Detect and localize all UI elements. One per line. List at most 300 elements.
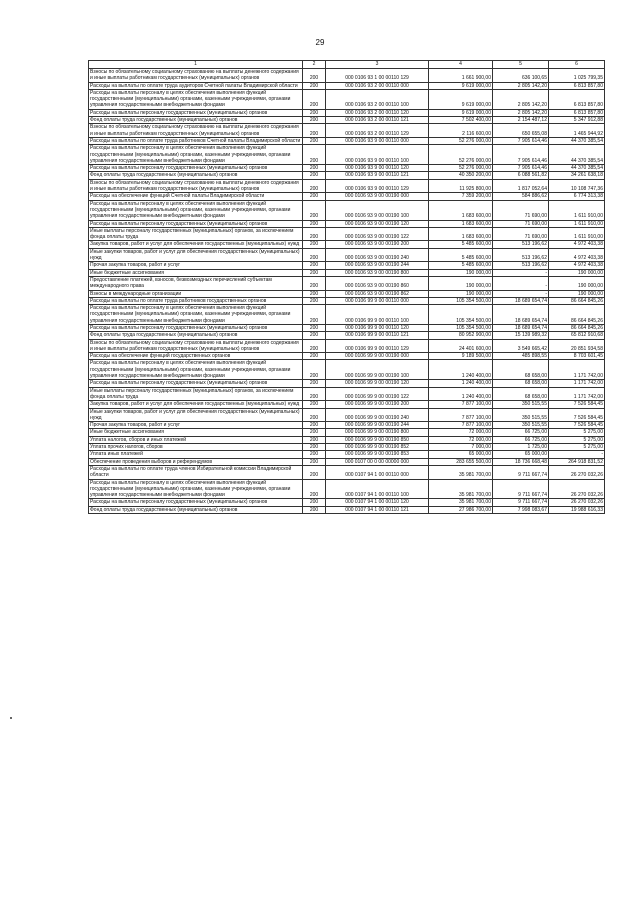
table-row [89,451,605,458]
row-description: Расходы на выплаты по оплате труда работников Счетной палаты Владимирской области [89,137,303,144]
row-budget-classification: 000 0106 93 2 00 00110 100 [326,89,429,109]
row-code: 200 [303,339,326,353]
table-row [89,200,605,220]
row-approved: 190 000,00 [429,269,493,276]
row-description: Расходы на обеспечение функций Счетной палаты Владимирской области [89,193,303,200]
row-budget-classification: 000 0107 00 0 00 00000 000 [326,458,429,465]
row-budget-classification: 000 0106 93 2 00 00110 000 [326,82,429,89]
row-remaining: - [549,451,605,458]
row-code: 200 [303,408,326,422]
row-description: Фонд оплаты труда государственных (муниципальных) органов [89,332,303,339]
row-executed: 7 905 614,46 [493,165,549,172]
table-row [89,145,605,165]
row-description: Расходы на выплаты персоналу в целях обеспечения выполнения функций государственными (муниципальными) органами, казенными учреждениями, органами управления государственными внебюджетными фондами [89,360,303,380]
row-remaining: 20 851 934,58 [549,339,605,353]
row-executed: 1 817 052,64 [493,179,549,193]
row-code: 200 [303,360,326,380]
table-row [89,269,605,276]
row-description: Иные бюджетные ассигнования [89,269,303,276]
row-code: 200 [303,332,326,339]
row-description: Фонд оплаты труда государственных (муниципальных) органов [89,117,303,124]
row-remaining: 7 526 584,45 [549,422,605,429]
table-row [89,137,605,144]
row-executed: 485 898,55 [493,353,549,360]
row-budget-classification: 000 0106 99 9 00 00190 850 [326,436,429,443]
row-executed: 2 805 142,20 [493,89,549,109]
table-row [89,262,605,269]
row-budget-classification: 000 0106 93 9 00 00190 244 [326,262,429,269]
row-description: Расходы на выплаты персоналу в целях обеспечения выполнения функций государственными (муниципальными) органами, казенными учреждениями, органами управления государственными внебюджетными фондами [89,305,303,325]
table-row [89,69,605,83]
row-executed: 71 690,00 [493,200,549,220]
row-executed: 65 000,00 [493,451,549,458]
row-budget-classification: 000 0106 99 9 00 00110 121 [326,332,429,339]
row-code: 200 [303,227,326,241]
row-executed: 350 515,55 [493,401,549,408]
row-executed: 9 711 667,74 [493,499,549,506]
row-remaining: 7 526 584,45 [549,401,605,408]
row-approved: 35 981 700,00 [429,479,493,499]
row-description: Расходы на выплаты персоналу в целях обеспечения выполнения функций государственными (муниципальными) органами, казенными учреждениями, органами управления государственными внебюджетными фондами [89,479,303,499]
row-code: 200 [303,82,326,89]
row-approved: 105 354 500,00 [429,305,493,325]
row-remaining: 4 972 403,38 [549,248,605,262]
row-remaining: 5 275,00 [549,429,605,436]
row-remaining: 5 347 912,88 [549,117,605,124]
row-description: Расходы на выплаты персоналу в целях обеспечения выполнения функций государственными (муниципальными) органами, казенными учреждениями, органами управления государственными внебюджетными фондами [89,200,303,220]
row-executed: 68 658,00 [493,380,549,387]
row-budget-classification: 000 0106 99 9 00 00110 100 [326,305,429,325]
row-remaining: 6 813 857,80 [549,82,605,89]
row-executed: 3 549 665,42 [493,339,549,353]
row-remaining: 264 918 831,52 [549,458,605,465]
row-executed: 6 088 561,82 [493,172,549,179]
row-executed: 71 690,00 [493,220,549,227]
row-budget-classification: 000 0106 99 9 00 00190 853 [326,451,429,458]
header-cell: 6 [549,61,605,69]
row-budget-classification: 000 0106 93 9 00 00190 862 [326,290,429,297]
header-cell: 2 [303,61,326,69]
row-code: 200 [303,444,326,451]
row-budget-classification: 000 0106 99 9 00 00190 120 [326,380,429,387]
row-executed: 584 886,62 [493,193,549,200]
row-code: 200 [303,124,326,138]
row-remaining: 26 270 032,26 [549,465,605,479]
row-executed: 18 689 654,74 [493,297,549,304]
table-row [89,297,605,304]
row-executed: 2 154 487,12 [493,117,549,124]
row-description: Расходы на выплаты по оплате труда аудиторов Счетной палаты Владимирской области [89,82,303,89]
header-cell: 5 [493,61,549,69]
row-description: Уплата прочих налогов, сборов [89,444,303,451]
table-row [89,124,605,138]
row-approved: 80 952 900,00 [429,332,493,339]
row-executed: 513 196,62 [493,241,549,248]
row-approved: 190 000,00 [429,276,493,290]
row-description: Расходы на выплаты персоналу государственных (муниципальных) органов [89,499,303,506]
row-remaining: 44 370 385,54 [549,165,605,172]
row-executed: 9 711 667,74 [493,465,549,479]
row-description: Расходы на обеспечение функций государственных органов [89,353,303,360]
row-approved: 7 502 400,00 [429,117,493,124]
row-budget-classification: 000 0106 93 9 00 00190 122 [326,227,429,241]
row-code: 200 [303,220,326,227]
row-code: 200 [303,387,326,401]
row-code: 200 [303,248,326,262]
row-approved: 105 354 500,00 [429,297,493,304]
row-approved: 1 683 600,00 [429,220,493,227]
row-approved: 65 000,00 [429,451,493,458]
row-executed: 18 689 654,74 [493,324,549,331]
row-approved: 9 619 000,00 [429,89,493,109]
row-remaining: 86 664 845,26 [549,305,605,325]
row-remaining: 26 270 032,26 [549,499,605,506]
row-executed: 2 805 142,20 [493,109,549,116]
row-approved: 9 619 000,00 [429,82,493,89]
row-remaining: 26 270 032,26 [549,479,605,499]
table-row [89,465,605,479]
row-budget-classification: 000 0106 99 9 00 00190 240 [326,408,429,422]
row-description: Расходы на выплаты по оплате труда членов Избирательной комиссии Владимирской области [89,465,303,479]
row-approved: 105 354 500,00 [429,324,493,331]
row-code: 200 [303,499,326,506]
row-remaining: 1 611 910,00 [549,200,605,220]
row-approved: 9 189 500,00 [429,353,493,360]
scan-speck [10,717,12,719]
row-budget-classification: 000 0106 93 9 00 00190 100 [326,200,429,220]
row-description: Иные выплаты персоналу государственных (муниципальных) органов, за исключением фонда оплаты труда [89,387,303,401]
table-row [89,165,605,172]
row-budget-classification: 000 0106 93 2 00 00110 120 [326,109,429,116]
row-code: 200 [303,117,326,124]
row-budget-classification: 000 0106 99 9 00 00110 000 [326,297,429,304]
row-executed: 2 805 142,20 [493,82,549,89]
row-approved: 1 661 900,00 [429,69,493,83]
row-code: 200 [303,305,326,325]
table-row [89,387,605,401]
row-code: 200 [303,380,326,387]
row-budget-classification: 000 0106 93 9 00 00190 800 [326,269,429,276]
row-description: Взносы по обязательному социальному страхованию на выплаты денежного содержания и иные выплаты работникам государственных (муниципальных) органов [89,69,303,83]
row-description: Взносы по обязательному социальному страхованию на выплаты денежного содержания и иные выплаты работникам государственных (муниципальных) органов [89,124,303,138]
row-remaining: 6 813 857,80 [549,89,605,109]
row-description: Взносы в международные организации [89,290,303,297]
row-remaining: 34 261 638,18 [549,172,605,179]
row-executed: 68 658,00 [493,387,549,401]
table-row [89,408,605,422]
row-approved: 1 240 400,00 [429,387,493,401]
table-row [89,82,605,89]
row-code: 200 [303,353,326,360]
row-code: 200 [303,200,326,220]
row-description: Закупка товаров, работ и услуг для обеспечения государственных (муниципальных) нужд [89,241,303,248]
row-approved: 40 350 200,00 [429,172,493,179]
row-approved: 52 276 000,00 [429,137,493,144]
row-description: Обеспечение проведения выборов и референдумов [89,458,303,465]
row-budget-classification: 000 0106 93 9 00 00110 100 [326,145,429,165]
row-description: Иные закупки товаров, работ и услуг для обеспечения государственных (муниципальных) нужд [89,408,303,422]
table-row [89,429,605,436]
row-description: Взносы по обязательному социальному страхованию на выплаты денежного содержания и иные выплаты работникам государственных (муниципальных) органов [89,339,303,353]
row-remaining: 1 171 742,00 [549,380,605,387]
row-approved: 7 877 100,00 [429,422,493,429]
row-budget-classification: 000 0106 93 9 00 00190 860 [326,276,429,290]
row-budget-classification: 000 0106 99 9 00 00190 100 [326,360,429,380]
row-executed: 71 690,00 [493,227,549,241]
row-executed: - [493,269,549,276]
row-executed: 636 100,65 [493,69,549,83]
row-remaining: 10 108 747,36 [549,179,605,193]
row-budget-classification: 000 0106 93 1 00 00110 129 [326,69,429,83]
row-description: Расходы на выплаты персоналу государственных (муниципальных) органов [89,109,303,116]
row-description: Уплата иных платежей [89,451,303,458]
row-remaining: 44 370 385,54 [549,145,605,165]
row-description: Предоставление платежей, взносов, безвозмездных перечислений субъектам международного права [89,276,303,290]
row-description: Прочая закупка товаров, работ и услуг [89,262,303,269]
row-approved: 283 655 500,00 [429,458,493,465]
row-approved: 2 116 600,00 [429,124,493,138]
row-remaining: 1 611 910,00 [549,220,605,227]
row-budget-classification: 000 0107 94 1 00 00110 120 [326,499,429,506]
row-code: 200 [303,436,326,443]
row-approved: 7 000,00 [429,444,493,451]
row-code: 200 [303,145,326,165]
row-executed: 513 196,62 [493,248,549,262]
row-approved: 24 401 600,00 [429,339,493,353]
table-row [89,401,605,408]
row-budget-classification: 000 0106 93 9 00 00110 121 [326,172,429,179]
row-budget-classification: 000 0106 93 9 00 00190 000 [326,193,429,200]
table-row [89,506,605,513]
table-row [89,241,605,248]
table-row [89,458,605,465]
row-budget-classification: 000 0106 93 9 00 00190 240 [326,248,429,262]
table-row [89,479,605,499]
row-remaining: 4 972 403,38 [549,241,605,248]
row-budget-classification: 000 0107 94 1 00 00110 121 [326,506,429,513]
row-code: 200 [303,172,326,179]
row-remaining: 190 000,00 [549,290,605,297]
row-code: 200 [303,193,326,200]
table-row [89,276,605,290]
row-approved: 72 000,00 [429,436,493,443]
table-row [89,179,605,193]
row-executed: 7 905 614,46 [493,145,549,165]
row-budget-classification: 000 0106 99 9 00 00190 200 [326,401,429,408]
row-budget-classification: 000 0106 99 9 00 00190 122 [326,387,429,401]
budget-table [88,60,605,514]
row-code: 200 [303,137,326,144]
row-description: Закупка товаров, работ и услуг для обеспечения государственных (муниципальных) нужд [89,401,303,408]
row-code: 200 [303,290,326,297]
row-remaining: 8 703 601,45 [549,353,605,360]
row-remaining: 1 611 910,00 [549,227,605,241]
table-row [89,324,605,331]
row-budget-classification: 000 0107 94 1 00 00110 000 [326,465,429,479]
row-approved: 52 276 000,00 [429,165,493,172]
row-budget-classification: 000 0106 93 9 00 00190 200 [326,241,429,248]
row-description: Расходы на выплаты по оплате труда работников государственных органов [89,297,303,304]
row-remaining: 190 000,00 [549,276,605,290]
row-code: 200 [303,429,326,436]
header-cell: 3 [326,61,429,69]
table-row [89,193,605,200]
row-description: Фонд оплаты труда государственных (муниципальных) органов [89,172,303,179]
row-description: Расходы на выплаты персоналу в целях обеспечения выполнения функций государственными (муниципальными) органами, казенными учреждениями, органами управления государственными внебюджетными фондами [89,145,303,165]
row-executed: - [493,276,549,290]
table-row [89,109,605,116]
row-approved: 1 683 600,00 [429,227,493,241]
row-description: Прочая закупка товаров, работ и услуг [89,422,303,429]
row-remaining: 1 171 742,00 [549,360,605,380]
row-approved: 5 485 600,00 [429,248,493,262]
row-approved: 35 981 700,00 [429,465,493,479]
row-description: Иные выплаты персоналу государственных (муниципальных) органов, за исключением фонда оплаты труда [89,227,303,241]
row-approved: 190 000,00 [429,290,493,297]
row-code: 200 [303,89,326,109]
row-executed: 650 655,08 [493,124,549,138]
table-row [89,353,605,360]
table-row [89,220,605,227]
row-approved: 1 683 600,00 [429,200,493,220]
row-budget-classification: 000 0106 93 2 00 00110 121 [326,117,429,124]
row-description: Взносы по обязательному социальному страхованию на выплаты денежного содержания и иные выплаты работникам государственных (муниципальных) органов [89,179,303,193]
row-budget-classification: 000 0107 94 1 00 00110 100 [326,479,429,499]
row-budget-classification: 000 0106 93 9 00 00110 000 [326,137,429,144]
row-executed: 68 658,00 [493,360,549,380]
row-code: 200 [303,401,326,408]
row-approved: 27 986 700,00 [429,506,493,513]
table-row [89,360,605,380]
row-remaining: 4 972 403,38 [549,262,605,269]
row-budget-classification: 000 0106 93 9 00 00110 120 [326,165,429,172]
row-remaining: 6 774 313,38 [549,193,605,200]
row-approved: 7 877 100,00 [429,401,493,408]
row-executed: - [493,290,549,297]
row-budget-classification: 000 0106 99 9 00 00110 120 [326,324,429,331]
row-budget-classification: 000 0106 99 9 00 00190 800 [326,429,429,436]
row-remaining: 86 664 845,26 [549,324,605,331]
row-executed: 350 515,55 [493,408,549,422]
table-row [89,89,605,109]
row-description: Расходы на выплаты персоналу в целях обеспечения выполнения функций государственными (муниципальными) органами, казенными учреждениями, органами управления государственными внебюджетными фондами [89,89,303,109]
row-executed: 513 196,62 [493,262,549,269]
row-description: Расходы на выплаты персоналу государственных (муниципальных) органов [89,165,303,172]
row-approved: 1 240 400,00 [429,380,493,387]
row-code: 200 [303,297,326,304]
row-description: Расходы на выплаты персоналу государственных (муниципальных) органов [89,324,303,331]
row-remaining: 1 465 944,92 [549,124,605,138]
row-remaining: 5 275,00 [549,436,605,443]
row-remaining: 1 025 799,35 [549,69,605,83]
row-remaining: 5 275,00 [549,444,605,451]
row-budget-classification: 000 0106 93 9 00 00110 129 [326,179,429,193]
row-code: 200 [303,451,326,458]
row-remaining: 190 000,00 [549,269,605,276]
row-executed: 66 725,00 [493,436,549,443]
row-code: 200 [303,479,326,499]
row-remaining: 6 813 857,80 [549,109,605,116]
row-budget-classification: 000 0106 99 9 00 00110 129 [326,339,429,353]
row-remaining: 7 526 584,45 [549,408,605,422]
row-code: 200 [303,262,326,269]
row-executed: 66 725,00 [493,429,549,436]
row-remaining: 86 664 845,26 [549,297,605,304]
row-executed: 18 689 654,74 [493,305,549,325]
table-row [89,499,605,506]
row-remaining: 19 988 616,33 [549,506,605,513]
table-row [89,227,605,241]
row-code: 200 [303,179,326,193]
row-remaining: 44 370 385,54 [549,137,605,144]
row-approved: 52 276 000,00 [429,145,493,165]
header-cell: 4 [429,61,493,69]
row-executed: 15 139 989,32 [493,332,549,339]
table-row [89,117,605,124]
row-executed: 7 998 083,67 [493,506,549,513]
row-code: 200 [303,422,326,429]
row-approved: 72 000,00 [429,429,493,436]
row-approved: 11 925 800,00 [429,179,493,193]
table-row [89,339,605,353]
table-row [89,380,605,387]
row-remaining: 1 171 742,00 [549,387,605,401]
row-description: Иные закупки товаров, работ и услуг для обеспечения государственных (муниципальных) нужд [89,248,303,262]
table-row [89,444,605,451]
table-row [89,290,605,297]
row-description: Расходы на выплаты персоналу государственных (муниципальных) органов [89,220,303,227]
row-description: Уплата налогов, сборов и иных платежей [89,436,303,443]
row-code: 200 [303,165,326,172]
row-code: 200 [303,276,326,290]
table-row [89,248,605,262]
table-row [89,422,605,429]
row-code: 200 [303,465,326,479]
row-code: 200 [303,506,326,513]
row-approved: 7 359 200,00 [429,193,493,200]
row-approved: 7 877 100,00 [429,408,493,422]
row-executed: 9 711 667,74 [493,479,549,499]
row-remaining: 65 812 910,68 [549,332,605,339]
row-executed: 18 736 668,48 [493,458,549,465]
row-approved: 5 485 600,00 [429,241,493,248]
row-description: Иные бюджетные ассигнования [89,429,303,436]
row-code: 200 [303,324,326,331]
row-budget-classification: 000 0106 99 9 00 00190 852 [326,444,429,451]
row-budget-classification: 000 0106 93 9 00 00190 120 [326,220,429,227]
header-cell: 1 [89,61,303,69]
row-code: 200 [303,458,326,465]
row-code: 200 [303,269,326,276]
row-description: Фонд оплаты труда государственных (муниципальных) органов [89,506,303,513]
row-code: 200 [303,241,326,248]
row-approved: 35 981 700,00 [429,499,493,506]
row-executed: 1 725,00 [493,444,549,451]
table-header-row [89,61,605,69]
row-description: Расходы на выплаты персоналу государственных (муниципальных) органов [89,380,303,387]
table-row [89,436,605,443]
page-number: 29 [315,38,325,47]
row-budget-classification: 000 0106 99 9 00 00190 244 [326,422,429,429]
row-budget-classification: 000 0106 99 9 00 00190 000 [326,353,429,360]
row-executed: 350 515,55 [493,422,549,429]
row-budget-classification: 000 0106 93 2 00 00110 129 [326,124,429,138]
table-row [89,332,605,339]
row-code: 200 [303,69,326,83]
table-row [89,172,605,179]
row-approved: 9 619 000,00 [429,109,493,116]
table-row [89,305,605,325]
